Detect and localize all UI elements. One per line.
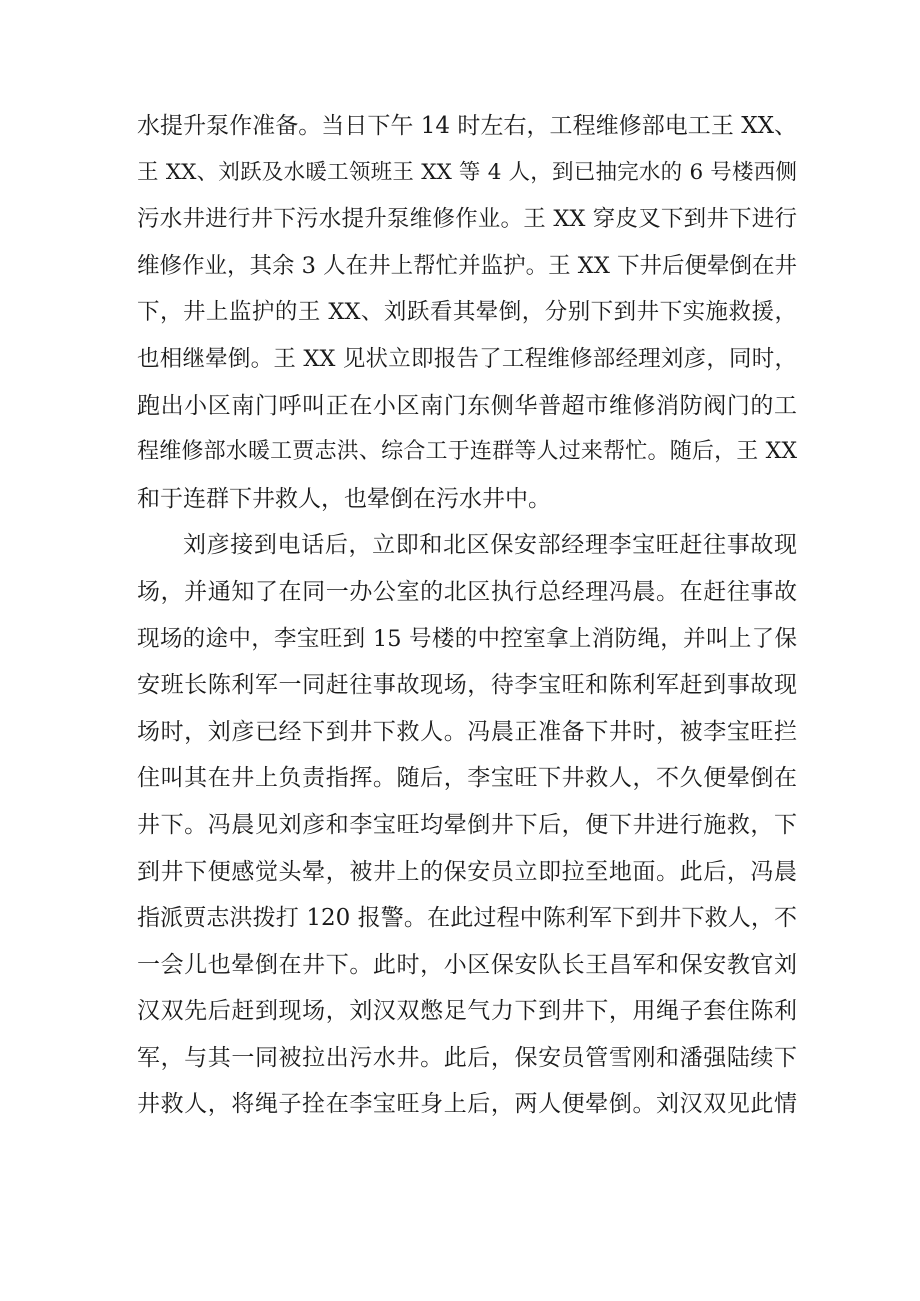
text-line: 指派贾志洪拨打 120 报警。在此过程中陈利军下到井下救人，不 — [137, 905, 797, 932]
text-line: 现场的途中，李宝旺到 15 号楼的中控室拿上消防绳，并叫上了保 — [137, 625, 797, 652]
text-line: 井救人，将绳子拴在李宝旺身上后，两人便晕倒。刘汉双见此情 — [137, 1091, 797, 1118]
text-line: 住叫其在井上负责指挥。随后，李宝旺下井救人，不久便晕倒在 — [137, 765, 797, 792]
text-line: 王 XX、刘跃及水暖工领班王 XX 等 4 人，到已抽完水的 6 号楼西侧 — [137, 159, 797, 185]
text-line: 安班长陈利军一同赶往事故现场，待李宝旺和陈利军赶到事故现 — [137, 672, 797, 699]
text-line: 到井下便感觉头晕，被井上的保安员立即拉至地面。此后，冯晨 — [137, 858, 797, 885]
text-line: 一会儿也晕倒在井下。此时，小区保安队长王昌军和保安教官刘 — [137, 951, 797, 978]
text-line: 维修作业，其余 3 人在井上帮忙并监护。王 XX 下井后便晕倒在井 — [137, 252, 797, 279]
text-line: 场，并通知了在同一办公室的北区执行总经理冯晨。在赶往事故 — [137, 578, 797, 605]
paragraph-2 — [137, 522, 797, 1128]
text-line: 污水井进行井下污水提升泵维修作业。王 XX 穿皮叉下到井下进行 — [137, 206, 797, 233]
paragraph-1 — [137, 103, 797, 522]
text-line: 下，井上监护的王 XX、刘跃看其晕倒，分别下到井下实施救援， — [137, 299, 797, 326]
text-line: 井下。冯晨见刘彦和李宝旺均晕倒井下后，便下井进行施救，下 — [137, 811, 797, 838]
text-line: 程维修部水暖工贾志洪、综合工于连群等人过来帮忙。随后，王 XX — [137, 439, 797, 465]
text-line: 也相继晕倒。王 XX 见状立即报告了工程维修部经理刘彦，同时， — [137, 345, 797, 372]
text-line: 水提升泵作准备。当日下午 14 时左右，工程维修部电工王 XX、 — [137, 113, 797, 139]
text-line: 刘彦接到电话后，立即和北区保安部经理李宝旺赶往事故现 — [183, 532, 797, 559]
text-line: 军，与其一同被拉出污水井。此后，保安员管雪刚和潘强陆续下 — [137, 1044, 797, 1071]
text-line: 场时，刘彦已经下到井下救人。冯晨正准备下井时，被李宝旺拦 — [137, 718, 797, 745]
text-line: 跑出小区南门呼叫正在小区南门东侧华普超市维修消防阀门的工 — [137, 392, 797, 419]
text-line: 汉双先后赶到现场，刘汉双憋足气力下到井下，用绳子套住陈利 — [137, 998, 797, 1025]
text-line: 和于连群下井救人，也晕倒在污水井中。 — [137, 485, 551, 512]
document-body — [137, 103, 797, 1128]
